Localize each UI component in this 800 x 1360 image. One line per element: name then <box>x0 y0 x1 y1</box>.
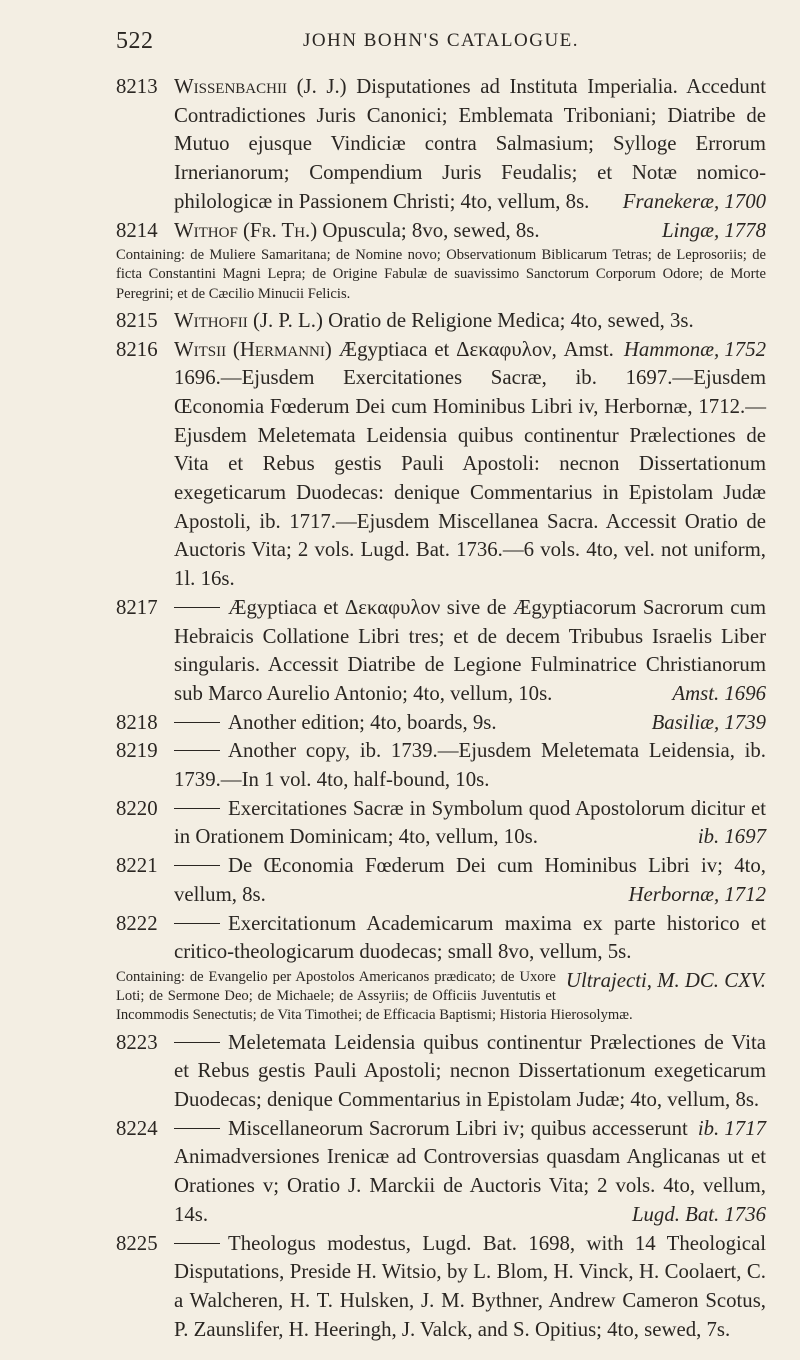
ditto-dash <box>174 865 220 866</box>
entry-text: Disputationes ad Instituta Imperialia. Accedunt Contradictiones Juris Canonici; Emblemata Triboniani; Diatribe de Mutuo ejusque Vindiciæ contra Salmasium; Sylloge Errorum Irnerianorum; Compendium Juris Feudalis; et Notæ nomico-philologicæ in Passionem Christi; 4to, vellum, 8s. <box>174 75 766 213</box>
entry-number: 8224 <box>116 1116 158 1140</box>
entry-imprint: Hammonæ, 1752 <box>623 337 766 361</box>
catalogue-entry <box>116 737 766 794</box>
entry-text: Ægyptiaca et Δεκαφυλον sive de Ægyptiacorum Sacrorum cum Hebraicis Collatione Libri tres; et de decem Tribubus Israelis Liber singularis. Accessit Diatribe de Legione Fulminatrice Christianorum sub Marco Aurelio Antonio; 4to, vellum, 10s. <box>174 595 766 705</box>
entry-author: Withof (Fr. Th.) <box>174 218 318 242</box>
entry-text: De Œconomia Fœderum Dei cum Hominibus Libri iv; 4to, vellum, 8s. <box>174 854 766 906</box>
entry-text: Exercitationes Sacræ in Symbolum quod Apostolorum dicitur et in Orationem Dominicam; 4to, vellum, 10s. <box>174 796 766 849</box>
entry-number: 8215 <box>116 308 158 332</box>
ditto-dash <box>174 1042 220 1043</box>
page-number: 522 <box>116 28 154 54</box>
entry-number: 8218 <box>116 710 158 734</box>
ditto-dash <box>174 722 220 723</box>
ditto-dash <box>174 607 220 608</box>
entry-imprint: ib. 1717 <box>697 1116 766 1140</box>
catalogue-entry <box>116 1115 766 1230</box>
entry-number: 8220 <box>116 796 158 820</box>
entry-imprint: ib. 1697 <box>697 825 766 849</box>
catalogue-entry <box>116 709 766 738</box>
entry-imprint: Basiliæ, 1739 <box>651 710 766 734</box>
entry-note: Containing: de Muliere Samaritana; de Nomine novo; Observationum Biblicarum Tetras; de Leprosoriis; de ficta Constantini Magni Lepra; de Origine Fabulæ de suavissimo Sanctorum Corporum Odore; de Morte Peregrini; et de Cæcilio Minucii Felicis. <box>116 247 766 302</box>
entry-author: Witsii (Hermanni) <box>174 337 332 361</box>
ditto-dash <box>174 1128 220 1129</box>
catalogue-entry <box>116 217 766 246</box>
entry-number: 8216 <box>116 337 158 361</box>
entry-number: 8225 <box>116 1231 158 1255</box>
ditto-dash <box>174 1243 220 1244</box>
entry-number: 8221 <box>116 854 158 878</box>
catalogue-entry <box>116 795 766 852</box>
catalogue-entry <box>116 1230 766 1345</box>
catalogue-entry <box>116 336 766 594</box>
running-head <box>116 28 766 58</box>
catalogue-title: JOHN BOHN'S CATALOGUE. <box>302 30 580 51</box>
entry-text: Theologus modestus, Lugd. Bat. 1698, with 14 Theological Disputations, Preside H. Witsio, by L. Blom, H. Vinck, H. Coolaert, C. a Walcheren, H. T. Hulsken, J. M. Bythner, Andrew Cameron Scotus, P. Zaunslifer, H. Heeringh, J. Valck, and S. Opitius; 4to, sewed, 7s. <box>174 1231 766 1341</box>
entry-text: Ægyptiaca et Δεκαφυλον, Amst. 1696.—Ejusdem Exercitationes Sacræ, ib. 1697.—Ejusdem Œconomia Fœderum Dei cum Hominibus Libri iv, Herbornæ, 1712.—Ejusdem Meletemata Leidensia quibus continentur Prælectiones de Vita et Rebus gestis Pauli Apostoli: necnon Dissertationum exegeticarum Duodecas: denique Commentarius in Epistolam Judæ Apostoli, ib. 1717.—Ejusdem Miscellanea Sacra. Accessit Oratio de Auctoris Vita; 2 vols. Lugd. Bat. 1736.—6 vols. 4to, vel. not uniform, 1l. 16s. <box>174 337 766 591</box>
entry-imprint: Franekeræ, 1700 <box>622 189 766 213</box>
entry-number: 8217 <box>116 595 158 619</box>
ditto-dash <box>174 923 220 924</box>
entry-text: Another copy, ib. 1739.—Ejusdem Meletemata Leidensia, ib. 1739.—In 1 vol. 4to, half-bound, 10s. <box>174 739 766 792</box>
entry-number: 8214 <box>116 218 158 242</box>
catalogue-entry <box>116 852 766 909</box>
entry-number: 8222 <box>116 911 158 935</box>
catalogue-entries <box>116 73 766 1344</box>
entry-text: Exercitationum Academicarum maxima ex parte historico et critico-theologicarum duodecas; small 8vo, vellum, 5s. <box>174 911 766 964</box>
catalogue-entry <box>116 910 766 992</box>
entry-author: Withofii (J. P. L.) <box>174 308 323 332</box>
entry-text: Another edition; 4to, boards, 9s. <box>228 710 497 734</box>
entry-author: Wissenbachii (J. J.) <box>174 75 347 98</box>
entry-imprint: Herbornæ, 1712 <box>628 882 766 906</box>
ditto-dash <box>174 808 220 809</box>
entry-note: Containing: de Evangelio per Apostolos Americanos prædicato; de Uxore Loti; de Sermone Deo; de Michaele; de Assyriis; de Officiis Juventutis et Incommodis Senectutis; de Vita Timothei; de Efficacia Baptismi; Historia Hierosolymæ. <box>116 969 633 1024</box>
entry-text: Opuscula; 8vo, sewed, 8s. <box>322 218 540 242</box>
entry-imprint: Lugd. Bat. 1736 <box>631 1202 766 1226</box>
ditto-dash <box>174 750 220 751</box>
entry-number: 8219 <box>116 739 158 763</box>
catalogue-entry <box>116 73 766 217</box>
entry-text: Miscellaneorum Sacrorum Libri iv; quibus accesserunt Animadversiones Irenicæ ad Controversias quasdam Anglicanas ut et Orationes v; Oratio J. Marckii de Auctoris Vita; 2 vols. 4to, vellum, 14s. <box>174 1116 766 1226</box>
entry-number: 8213 <box>116 75 158 98</box>
entry-imprint: Ultrajecti, M. DC. CXV. <box>565 969 766 992</box>
entry-imprint: Lingæ, 1778 <box>661 218 766 242</box>
entry-text: Oratio de Religione Medica; 4to, sewed, 3s. <box>328 308 694 332</box>
entry-number: 8223 <box>116 1030 158 1054</box>
entry-text: Meletemata Leidensia quibus continentur Prælectiones de Vita et Rebus gestis Pauli Apostoli; necnon Dissertationum exegeticarum Duodecas; denique Commentarius in Epistolam Judæ; 4to, vellum, 8s. <box>174 1030 766 1112</box>
catalogue-entry <box>116 594 766 709</box>
entry-imprint: Amst. 1696 <box>672 681 766 705</box>
